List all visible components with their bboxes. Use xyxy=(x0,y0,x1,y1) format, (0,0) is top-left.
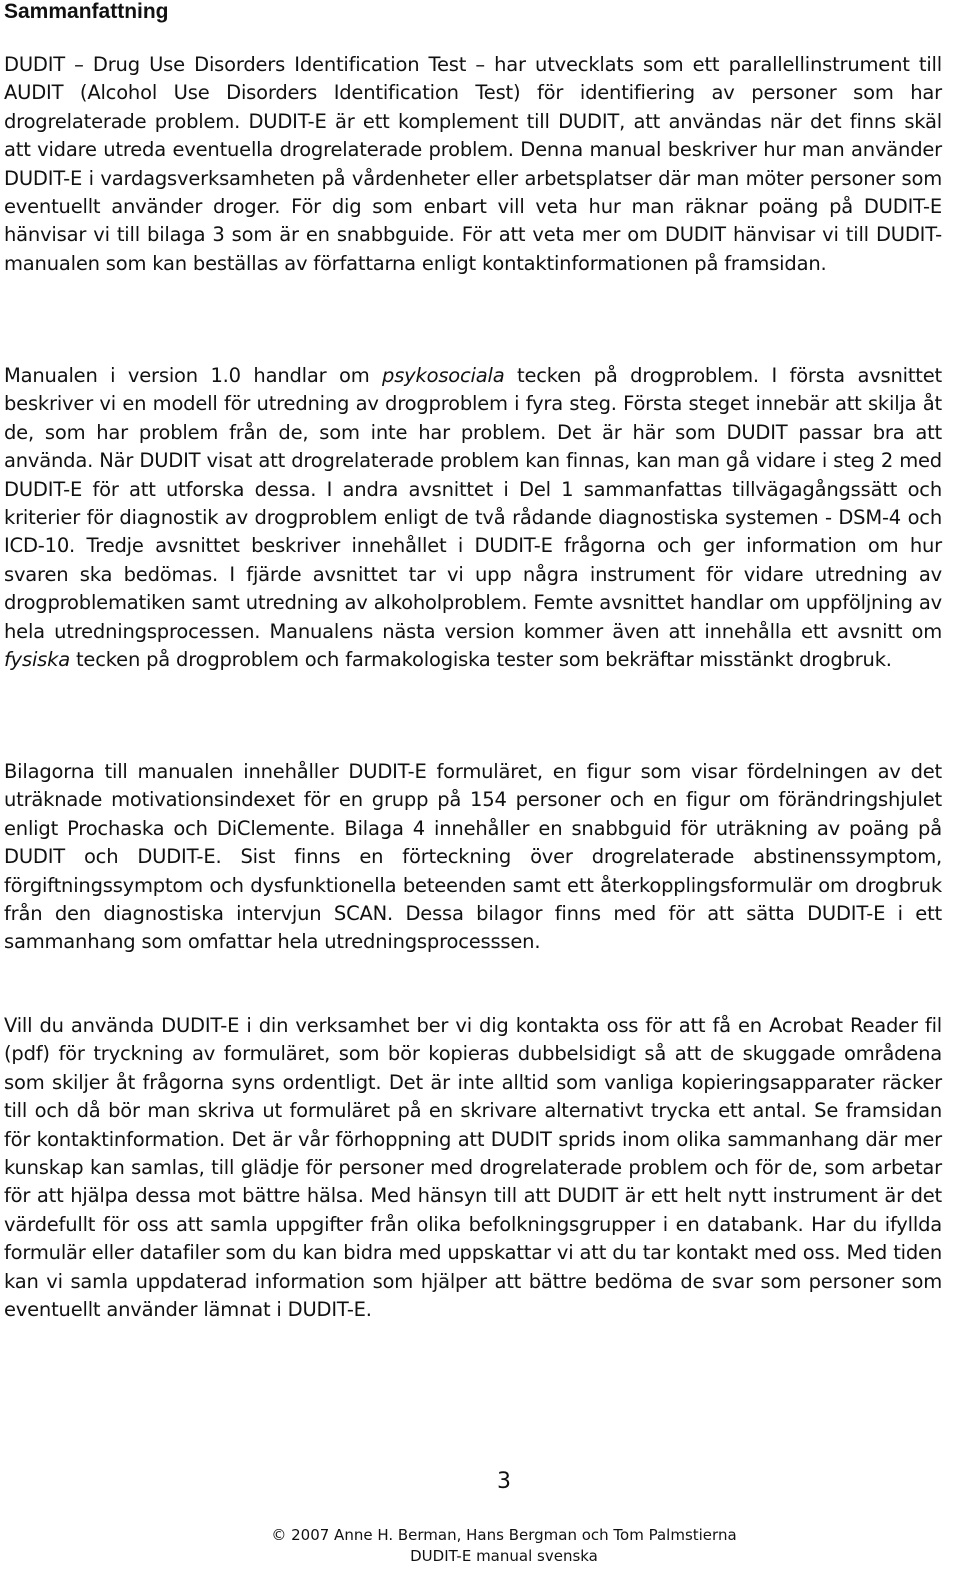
paragraph-2-text-end: tecken på drogproblem och farmakologiska tester som bekräftar misstänkt drogbruk. xyxy=(69,648,892,672)
paragraph-2-text-middle: tecken på drogproblem. I första avsnittet beskriver vi en modell för utredning av drogproblem i fyra steg. Första steget innebär att skilja åt de, som har problem från de, som inte har problem. Det är här som DUDIT passar bra att använda. När DUDIT visat att drogrelaterade problem kan finnas, kan man gå vidare i steg 2 med DUDIT-E för att utforska dessa. I andra avsnittet i Del 1 sammanfattas tillvägagångssätt och kriterier för diagnostik av drogproblem enligt de två rådande diagnostiska systemen - DSM-4 och ICD-10. Tredje avsnittet beskriver innehållet i DUDIT-E frågorna och ger information om hur svaren ska bedömas. I fjärde avsnittet tar vi upp några instrument för vidare utredning av drogproblematiken samt utredning av alkoholproblem. Femte avsnittet handlar om uppföljning av hela utredningsprocessen. Manualens nästa version kommer även att innehålla ett avsnitt om xyxy=(4,364,942,643)
footer-copyright: © 2007 Anne H. Berman, Hans Bergman och Tom Palmstierna xyxy=(271,1526,737,1544)
paragraph-2-text-start: Manualen i version 1.0 handlar om xyxy=(4,364,383,387)
document-page xyxy=(4,0,942,1565)
page-number: 3 xyxy=(497,1469,511,1494)
summary-paragraph-3: Bilagorna till manualen innehåller DUDIT-E formuläret, en figur som visar fördelningen av det uträknade motivationsindexet för en grupp på 154 personer och en figur om förändringshjulet enligt Prochaska och DiClemente. Bilaga 4 innehåller en snabbguid för uträkning av poäng på DUDIT och DUDIT-E. Sist finns en förteckning över drogrelaterade abstinenssymptom, förgiftningssymptom och dysfunktionella beteenden samt ett återkopplingsformulär om drogbruk från den diagnostiska intervjun SCAN. Dessa bilagor finns med för att sätta DUDIT-E i ett sammanhang som omfattar hela utredningsprocesssen. xyxy=(4,760,942,954)
paragraph-2-emphasis-psykosociala: psykosociala xyxy=(382,364,505,387)
summary-paragraph-4: Vill du använda DUDIT-E i din verksamhet ber vi dig kontakta oss för att få en Acrobat Reader fil (pdf) för tryckning av formuläret, som bör kopieras dubbelsidigt så att de skuggade områdena som skiljer åt frågorna syns ordentligt. Det är inte alltid som vanliga kopieringsapparater räcker till och då bör man skriva ut formuläret på en skrivare alternativt trycka ett antal. Se framsidan för kontaktinformation. Det är vår förhoppning att DUDIT sprids inom olika sammanhang där mer kunskap kan samlas, till glädje för personer med drogrelaterade problem och för de, som arbetar för att hjälpa dessa mot bättre hälsa. Med hänsyn till att DUDIT är ett helt nytt instrument är det värdefullt för oss att samla uppgifter från olika befolkningsgrupper i en databank. Har du ifyllda formulär eller datafiler som du kan bidra med uppskattar vi att du tar kontakt med oss. Med tiden kan vi samla uppdaterad information som hjälper att bättre bedöma de svar som personer som eventuellt använder lämnat i DUDIT-E. xyxy=(4,1014,942,1322)
summary-paragraph-1: DUDIT – Drug Use Disorders Identification Test – har utvecklats som ett parallellinstrument till AUDIT (Alcohol Use Disorders Identification Test) för identifiering av personer som har drogrelaterade problem. DUDIT-E är ett komplement till DUDIT, att användas när det finns skäl att vidare utreda eventuella drogrelaterade problem. Denna manual beskriver hur man använder DUDIT-E i vardagsverksamheten på vårdenheter eller arbetsplatser där man möter personer som eventuellt använder droger. För dig som enbart vill veta hur man räknar poäng på DUDIT-E hänvisar vi till bilaga 3 som är en snabbguide. För att veta mer om DUDIT hänvisar vi till DUDIT-manualen som kan beställas av författarna enligt kontaktinformationen på framsidan. xyxy=(4,53,942,275)
summary-paragraph-2 xyxy=(4,362,942,674)
paragraph-2-emphasis-fysiska: fysiska xyxy=(4,648,70,672)
footer-document-title: DUDIT-E manual svenska xyxy=(410,1547,598,1565)
section-heading: Sammanfattning xyxy=(4,0,169,23)
